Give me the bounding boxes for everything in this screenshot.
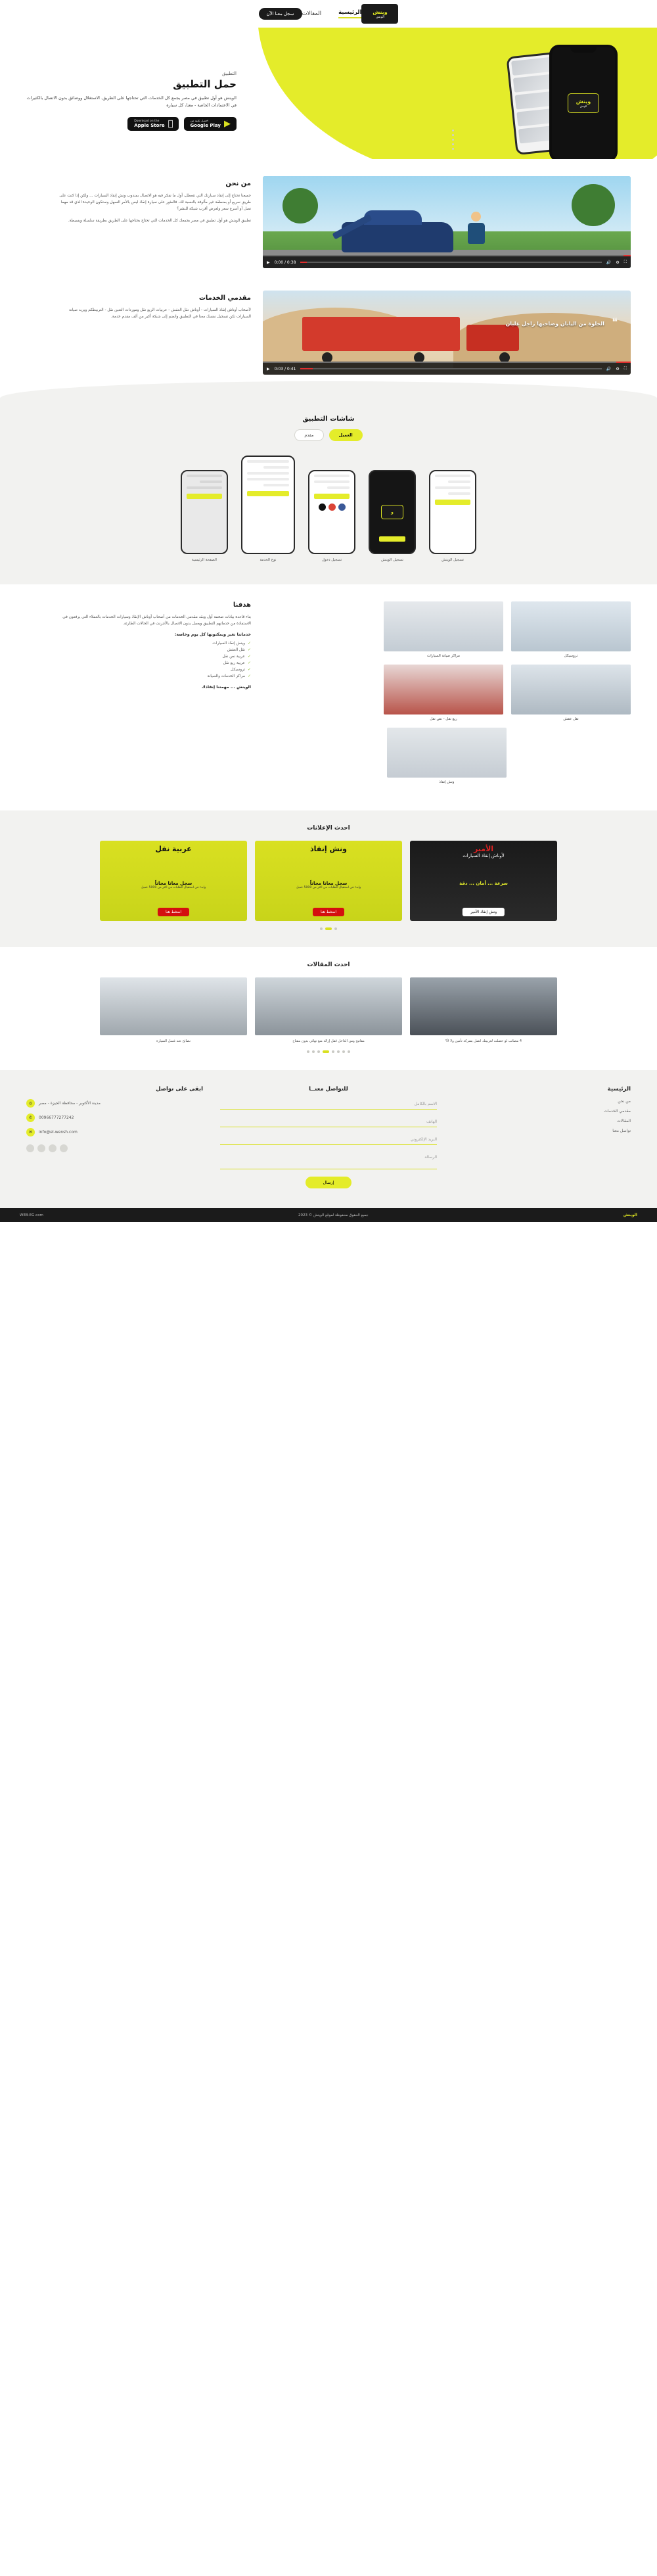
main-nav [302,9,362,18]
app-logo-small: و [381,505,403,519]
ads-section [0,810,657,947]
nav-item-articles[interactable]: المقالات [302,11,322,17]
ad-cta-button[interactable]: اضغط هنا [313,908,344,916]
header-register-button[interactable]: سجل معنا الآن [259,8,302,20]
tab-provider[interactable]: مقدم [294,429,323,441]
phone-logo-subtext: الونش [579,105,587,108]
instagram-icon[interactable] [37,1144,45,1152]
gallery-item [384,601,503,658]
ads-title: احدث الإعلانات [307,825,350,831]
article-card[interactable] [410,977,557,1044]
footer-copyright: جميع الحقوق محفوظة لموقع الوينش © 2023 [298,1213,369,1217]
play-badge-name: Google Play [190,123,221,128]
article-card[interactable] [100,977,247,1044]
site-header [0,0,657,28]
articles-title: احدث المقالات [307,962,350,968]
hero-decorative-dots [452,129,454,152]
tow-truck-image [387,728,507,778]
facebook-icon[interactable] [338,503,346,511]
settings-icon[interactable]: ⚙ [616,260,620,265]
address-text: مدينة الأكتوبر - محافظة الجيزة - مصر [39,1101,101,1106]
phone-notch [570,47,597,53]
phone-field[interactable]: الهاتف [220,1117,437,1127]
footer-link-contact[interactable]: تواصل معنا [612,1129,631,1133]
apple-icon [168,120,173,128]
hero-text-block [26,39,237,159]
google-icon[interactable] [328,503,336,511]
google-play-icon: ▶ [224,119,231,129]
email-field[interactable]: البريد الإلكتروني [220,1135,437,1145]
gallery-item [511,665,631,721]
contact-form-column [220,1086,437,1188]
location-icon: ◎ [26,1099,35,1108]
carousel-dot[interactable] [317,1050,320,1053]
article-caption: 4 مصائب لو حصلت لعربيتك اتصل بشركة تأمين ولا لأ؟ [445,1039,522,1043]
goals-list-item: ✓ تروسيكل [54,667,251,673]
send-button[interactable]: إرسال [306,1177,351,1188]
furniture-truck-image [511,665,631,714]
ad-card-amir[interactable] [410,841,557,921]
about-video-player[interactable] [263,176,631,268]
gallery-item [384,665,503,721]
app-screens-section [0,398,657,584]
ad-tagline: وابدء في استقبال الطلبات من اكثر من 5000 عميل [141,886,206,889]
article-card[interactable] [255,977,402,1044]
gallery-caption: نقل عفش [563,717,579,721]
screenshot-registration[interactable] [181,470,228,554]
goals-list-item: ✓ وينش إنقاذ السيارات [54,640,251,647]
goals-subtitle: خدماتنا تغير ويمكنونها كل يوم وخاصة: [174,632,251,637]
settings-icon[interactable]: ⚙ [616,366,620,371]
hero-description: الوينش هو أول تطبيق في مصر يجمع كل الخدمات التي تحتاجها على الطريق. الاستغلال ووضائق بدون الاتصال بالكثيرات في الاعتمادات الخاصة - معنا، كل سيارة [26,95,237,108]
article-image [100,977,247,1035]
apple-icon[interactable] [319,503,326,511]
app-screen-caption: تسجيل الوينش [442,558,464,562]
providers-video-player[interactable] [263,291,631,375]
truck-illustration [302,317,519,358]
ad-tagline: سرعة ... أمان ... دقة [459,881,508,886]
ads-carousel-dots[interactable] [0,927,657,930]
about-paragraph-2: تطبيق الوينش هو أول تطبيق في مصر يجمعك كل الخدمات التي تحتاج يحتاجها على الطريق بطريقة سلسلة وبسيطة. [68,219,251,223]
tree-shape [283,188,318,223]
video-scrubber[interactable] [300,262,602,263]
video-controls [263,256,631,268]
goals-gallery [263,601,631,791]
providers-text-block [54,291,251,325]
gallery-caption: ربع نقل - نص نقل [430,717,457,721]
ads-row [0,841,657,921]
carousel-dot[interactable] [332,1050,334,1053]
apple-store-button[interactable] [127,117,179,131]
hero-section [0,28,657,159]
contact-form-title: للتواصل معنــا [309,1086,348,1092]
carousel-dot-active[interactable] [323,1050,329,1053]
mail-icon: ✉ [26,1128,35,1136]
phone-logo-text: وينش [576,99,591,105]
gallery-caption: مراكز صيانة السيارات [427,654,460,658]
video-timestamp: 0:00 / 0:38 [274,260,296,265]
carousel-dot[interactable] [342,1050,345,1053]
ad-tagline: وابدء في استقبال الطلبات من اكثر من 5000 عميل [296,886,361,889]
screenshot-service-type[interactable] [369,470,416,554]
ad-subtitle: لأوناش إنقاذ السيارات [463,853,505,858]
social-login-row [309,503,354,511]
carousel-dot[interactable] [337,1050,340,1053]
play-badge-top: احصل عليه من [190,120,209,123]
screenshot-login[interactable] [308,470,355,554]
twitter-icon[interactable] [49,1144,57,1152]
video-scrubber[interactable] [300,368,602,369]
articles-carousel-dots[interactable] [0,1050,657,1053]
ad-subtitle: سجل معانا مجاناً [309,881,348,886]
app-screens-title: شاشات التطبيق [302,415,355,423]
phone-mockup-front [549,45,618,159]
contact-info-column [26,1086,203,1188]
service-center-image [384,601,503,651]
articles-section [0,947,657,1070]
gallery-item [511,601,631,658]
logo-primary-text: وينش [373,9,388,15]
app-screen-caption: تسجيل دخول [321,558,342,562]
message-field[interactable]: الرسالة [220,1152,437,1169]
footer-link-articles[interactable]: المقالات [617,1119,631,1123]
phone-line[interactable] [26,1113,203,1122]
providers-section [0,281,657,392]
name-field[interactable]: الاسم بالكامل [220,1099,437,1110]
social-links [26,1144,203,1152]
goals-intro: بناء قاعدة بيانات ضخمة أول وبقد مقدمي الخدمات من أصحاب أوناش الإنقاذ وسيارات الخدمات بالعملاء التي يرفعون في الاستفادة من خدماتهم التطبيق ويعمل بدون الاتصال بالأنترنت في الحالات الطارئة. [62,615,251,626]
video-timestamp: 0:03 / 0:41 [274,366,296,371]
truck-caption: الحلوة من اليابان وصاحبها راجل غلبان [505,321,604,327]
goals-text-block [54,601,251,791]
ad-headline: ونش إنقاذ [310,845,347,853]
about-paragraph-1: جميعنا تحتاج إلى إنقاذ سيارتك التي تتعطل، أول ما نفكر فيه هو الاتصال بمندوب ونش إنقاذ السيارات ... ولكن إذا كنت على طريق سريع أو بمنطقة غير مألوفة بالنسبة لك، فالعثور على سيارة إنقاذ ليس بالأمر السهل وستكون الوحيدة الذي قد مهما تصل أو أسرع سعر ولعرض أقرب شبكة للنشر؟ [59,194,251,211]
site-logo[interactable] [361,4,398,24]
video-controls [263,363,631,375]
about-title: من نحن [225,180,251,187]
goals-section [0,584,657,810]
carousel-dot[interactable] [307,1050,309,1053]
quote-mark-icon: ❝ [612,316,618,328]
footer-link-about[interactable]: من نحن [618,1099,631,1104]
volume-icon[interactable]: 🔊 [606,366,612,371]
footer-links-column [454,1086,631,1188]
app-screens-tabs [0,429,657,441]
goals-list [54,640,251,680]
app-screen-caption: تسجيل الوينش [381,558,403,562]
app-screen-item [429,470,476,562]
fullscreen-icon[interactable]: ⛶ [623,260,627,264]
fullscreen-icon[interactable]: ⛶ [623,366,627,371]
tree-shape [572,184,615,226]
ad-card-winch[interactable] [255,841,402,921]
article-image [255,977,402,1035]
article-image [410,977,557,1035]
email-line[interactable] [26,1128,203,1136]
article-caption: نصائح عند غسل السيارة [156,1039,191,1043]
gallery-caption: ونش إنقاذ [439,780,455,784]
mechanic-illustration [466,212,485,250]
ad-cta-button[interactable]: اضغط هنا [158,908,189,916]
carousel-dot[interactable] [334,927,337,930]
providers-paragraph: لأصحاب أوناش إنقاذ السيارات - أوناش نقل العفش - عربيات الربع نقل وموردات التعين نقل - التربيطكم ويزيد صيانة السيارات تكن تسجيل نفسك معنا في التطبيق وانضم إلى شبكة أكبر من ألف مقدم خدمة. [69,308,251,319]
pickup-truck-image [384,665,503,714]
goals-list-item: ✓ عربية نص نقل [54,653,251,660]
hero-kicker: التطبيق [222,71,237,76]
ad-subtitle: سجل معانا مجاناً [154,881,193,886]
article-caption: مفاتيح ومن الداخل قفل إزالة منع نهائي بدون مفتاح [292,1039,365,1043]
carousel-dot[interactable] [320,927,323,930]
app-screen-caption: نوع الخدمة [260,558,277,562]
gallery-caption: تروسيكل [564,654,578,658]
play-icon[interactable]: ▶ [267,366,270,371]
site-footer [0,1208,657,1222]
ad-headline: عربية نقل [155,845,192,853]
app-screen-item [308,470,355,562]
ad-footer-label[interactable]: ونش إنقاذ الأمير [463,908,505,916]
google-play-button[interactable] [184,117,237,131]
logo-secondary-text: الونش [375,14,385,19]
screenshot-client-main[interactable] [241,456,295,554]
articles-row [0,977,657,1044]
hero-title: حمل التطبيق [173,78,237,90]
carousel-dot[interactable] [312,1050,315,1053]
app-logo-on-phone [568,93,599,113]
phone-icon: ✆ [26,1113,35,1122]
about-text-block [54,176,251,229]
screenshot-client-home[interactable] [429,470,476,554]
goals-list-item: ✓ نقل العفش [54,647,251,653]
providers-title: مقدمي الخدمات [198,294,251,302]
app-screens-row [0,456,657,562]
app-screen-caption: الصفحة الرئيسية [192,558,217,562]
goals-title: هدفنا [233,601,251,609]
footer-links-title: الرئيسية [607,1086,631,1092]
phone-text: 00966777277242 [39,1115,74,1120]
footer-link-providers[interactable]: مقدمي الخدمات [604,1109,631,1113]
contact-section [0,1070,657,1208]
store-badges [26,117,237,131]
goals-footer-note: الوينش ... مهمتنا إنقاذك [202,685,251,690]
tricycle-image [511,601,631,651]
app-screen-item [241,456,295,562]
play-icon[interactable]: ▶ [267,260,270,265]
goals-list-item: ✓ مراكز الخدمات والصيانة [54,673,251,680]
contact-info-title: ابقى على تواصل [156,1086,203,1092]
apple-badge-name: Apple Store [139,123,170,128]
footer-credit[interactable]: WEB-EG.com [20,1213,43,1217]
email-text: info@el-wensh.com [39,1130,78,1135]
address-line [26,1099,203,1108]
nav-item-home[interactable]: الرئيسية [338,9,361,18]
apple-badge-top: Download on the [139,120,165,123]
volume-icon[interactable]: 🔊 [606,260,612,265]
tab-client[interactable]: العميل [329,429,363,441]
carousel-dot[interactable] [348,1050,350,1053]
facebook-icon[interactable] [60,1144,68,1152]
hero-phone-mockups [434,39,631,159]
ad-card-transport[interactable] [100,841,247,921]
app-screen-item [181,470,228,562]
goals-list-item: ✓ عربية ربع نقل [54,660,251,667]
gallery-item [387,728,507,784]
youtube-icon[interactable] [26,1144,34,1152]
footer-brand: الوينش [623,1213,637,1217]
ad-headline: الأمير [473,845,494,853]
carousel-dot-active[interactable] [325,927,332,930]
about-section [0,159,657,281]
app-screen-item [369,470,416,562]
